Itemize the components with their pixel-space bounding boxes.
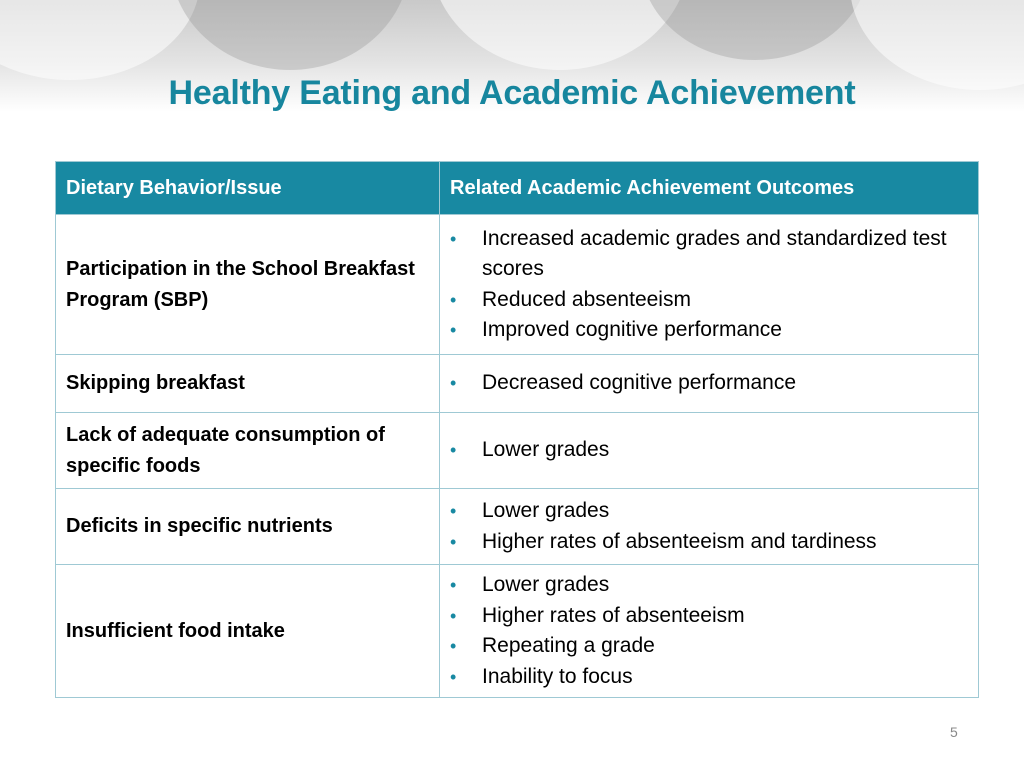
issue-cell: Skipping breakfast [56,355,440,413]
column-header-outcomes: Related Academic Achievement Outcomes [440,162,979,215]
outcome-item [450,570,968,601]
bullet-icon: • [450,440,457,461]
outcome-item [450,315,968,346]
outcome-text: Higher rates of absenteeism and tardiness [482,529,877,553]
outcome-text: Decreased cognitive performance [482,371,796,395]
banner-shape [170,0,410,70]
outcome-item [450,224,968,285]
outcome-item [450,496,968,527]
bullet-icon: • [450,531,457,552]
outcome-text: Improved cognitive performance [482,318,782,341]
bullet-icon: • [450,666,457,687]
outcome-item [450,631,968,662]
page-number: 5 [950,724,958,740]
table-row [56,489,979,565]
outcome-item [450,601,968,632]
bullet-icon: • [450,289,457,310]
table-header-row [56,162,979,215]
outcome-list [450,570,968,692]
outcome-list [450,224,968,346]
outcomes-cell [440,489,979,565]
outcome-text: Increased academic grades and standardized test scores [482,226,947,280]
issue-cell: Lack of adequate consumption of specific foods [56,413,440,489]
outcome-item [450,368,968,399]
banner-shape [430,0,690,70]
outcome-item [450,435,968,466]
issue-cell: Insufficient food intake [56,565,440,698]
bullet-icon: • [450,373,457,394]
table-row [56,215,979,355]
bullet-icon: • [450,320,457,340]
bullet-icon: • [450,605,457,626]
outcome-text: Lower grades [482,438,610,462]
table-row [56,565,979,698]
outcomes-cell [440,215,979,355]
outcomes-cell [440,413,979,489]
outcome-item [450,285,968,316]
issue-cell: Deficits in specific nutrients [56,489,440,565]
bullet-icon: • [450,636,457,656]
column-header-issue: Dietary Behavior/Issue [56,162,440,215]
outcome-list [450,496,968,557]
outcome-text: Reduced absenteeism [482,287,691,311]
outcomes-cell [440,355,979,413]
banner-shape [0,0,200,80]
slide-title: Healthy Eating and Academic Achievement [168,74,856,112]
outcome-list [450,368,968,399]
outcome-text: Higher rates of absenteeism [482,603,745,627]
outcome-text: Lower grades [482,499,610,522]
outcomes-cell [440,565,979,698]
bullet-icon: • [450,575,457,595]
outcome-text: Lower grades [482,573,610,596]
bullet-icon: • [450,501,457,521]
table-row [56,413,979,489]
outcome-text: Repeating a grade [482,634,655,657]
bullet-icon: • [450,228,457,249]
issue-cell: Participation in the School Breakfast Program (SBP) [56,215,440,355]
table-row [56,355,979,413]
outcome-list [450,435,968,466]
outcome-item [450,662,968,693]
outcome-text: Inability to focus [482,664,633,688]
outcomes-table [55,161,979,698]
banner-shape [640,0,870,60]
outcome-item [450,527,968,558]
